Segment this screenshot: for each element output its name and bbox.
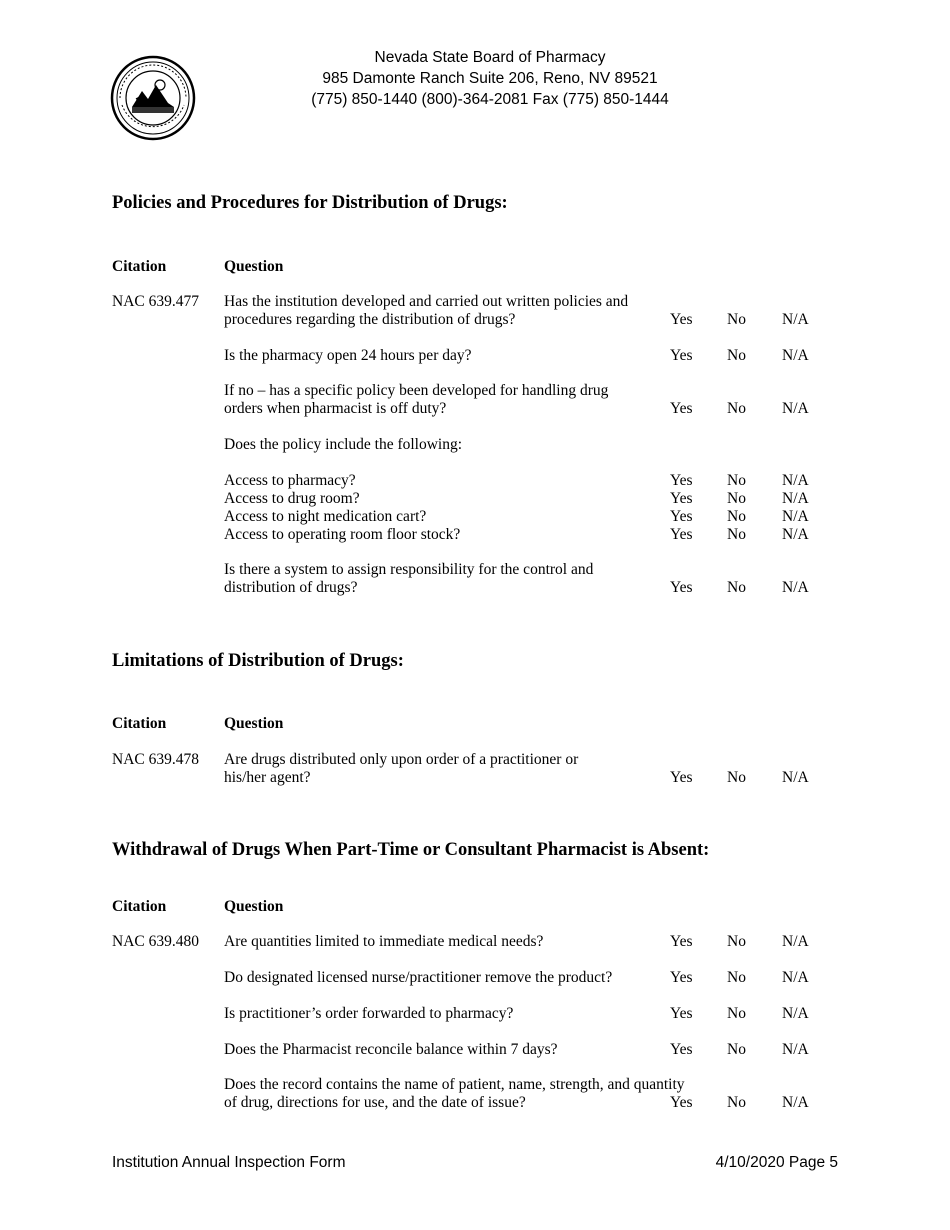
- org-name: Nevada State Board of Pharmacy: [374, 49, 606, 66]
- answer-yes[interactable]: Yes: [670, 1005, 693, 1022]
- answer-no[interactable]: No: [727, 508, 746, 525]
- answer-yes[interactable]: Yes: [670, 1094, 693, 1111]
- question: Has the institution developed and carried out written policies and procedures regarding the distribution of drugs?: [224, 293, 629, 328]
- question: Does the record contains the name of patient, name, strength, and quantity of drug, directions for use, and the date of issue?: [224, 1076, 685, 1111]
- answer-yes[interactable]: Yes: [670, 1041, 693, 1058]
- question: Access to night medication cart?: [224, 508, 427, 525]
- question-header: Question: [224, 715, 284, 732]
- answer-yes[interactable]: Yes: [670, 472, 693, 489]
- citation-header: Citation: [112, 715, 167, 732]
- answer-no[interactable]: No: [727, 311, 746, 328]
- section-title-withdrawal: Withdrawal of Drugs When Part-Time or Consultant Pharmacist is Absent:: [112, 840, 710, 860]
- answer-na[interactable]: N/A: [782, 1094, 809, 1111]
- answer-no[interactable]: No: [727, 472, 746, 489]
- answer-yes[interactable]: Yes: [670, 311, 693, 328]
- answer-yes[interactable]: Yes: [670, 490, 693, 507]
- answer-no[interactable]: No: [727, 969, 746, 986]
- answer-yes[interactable]: Yes: [670, 933, 693, 950]
- answer-yes[interactable]: Yes: [670, 769, 693, 786]
- answer-no[interactable]: No: [727, 526, 746, 543]
- question: Access to pharmacy?: [224, 472, 356, 489]
- question: Does the policy include the following:: [224, 436, 463, 453]
- answer-yes[interactable]: Yes: [670, 347, 693, 364]
- question: Access to operating room floor stock?: [224, 526, 461, 543]
- answer-na[interactable]: N/A: [782, 347, 809, 364]
- section-title-policies: Policies and Procedures for Distribution of Drugs:: [112, 193, 508, 213]
- answer-no[interactable]: No: [727, 769, 746, 786]
- footer-date-page: 4/10/2020 Page 5: [715, 1154, 838, 1171]
- answer-na[interactable]: N/A: [782, 311, 809, 328]
- question: If no – has a specific policy been developed for handling drug orders when pharmacist is off duty?: [224, 382, 609, 417]
- question: Is the pharmacy open 24 hours per day?: [224, 347, 472, 364]
- answer-no[interactable]: No: [727, 347, 746, 364]
- answer-yes[interactable]: Yes: [670, 508, 693, 525]
- question: Are quantities limited to immediate medical needs?: [224, 933, 544, 950]
- answer-yes[interactable]: Yes: [670, 526, 693, 543]
- section-title-limitations: Limitations of Distribution of Drugs:: [112, 651, 404, 671]
- answer-yes[interactable]: Yes: [670, 969, 693, 986]
- answer-na[interactable]: N/A: [782, 490, 809, 507]
- answer-no[interactable]: No: [727, 1005, 746, 1022]
- citation-header: Citation: [112, 898, 167, 915]
- answer-yes[interactable]: Yes: [670, 400, 693, 417]
- answer-no[interactable]: No: [727, 933, 746, 950]
- answer-na[interactable]: N/A: [782, 508, 809, 525]
- answer-na[interactable]: N/A: [782, 969, 809, 986]
- answer-na[interactable]: N/A: [782, 1005, 809, 1022]
- answer-no[interactable]: No: [727, 1041, 746, 1058]
- question-header: Question: [224, 898, 284, 915]
- question: Do designated licensed nurse/practitioner remove the product?: [224, 969, 613, 986]
- answer-no[interactable]: No: [727, 400, 746, 417]
- answer-yes[interactable]: Yes: [670, 579, 693, 596]
- answer-na[interactable]: N/A: [782, 472, 809, 489]
- org-address: 985 Damonte Ranch Suite 206, Reno, NV 89521: [322, 70, 658, 87]
- org-phones: (775) 850-1440 (800)-364-2081 Fax (775) 850-1444: [311, 91, 669, 108]
- answer-na[interactable]: N/A: [782, 769, 809, 786]
- answer-na[interactable]: N/A: [782, 1041, 809, 1058]
- citation-header: Citation: [112, 258, 167, 275]
- answer-na[interactable]: N/A: [782, 400, 809, 417]
- question-header: Question: [224, 258, 284, 275]
- answer-na[interactable]: N/A: [782, 526, 809, 543]
- answer-no[interactable]: No: [727, 579, 746, 596]
- citation: NAC 639.477: [112, 293, 199, 310]
- question: Are drugs distributed only upon order of a practitioner or his/her agent?: [224, 751, 579, 786]
- nevada-state-seal-icon: [110, 55, 196, 141]
- answer-no[interactable]: No: [727, 1094, 746, 1111]
- answer-no[interactable]: No: [727, 490, 746, 507]
- question: Does the Pharmacist reconcile balance within 7 days?: [224, 1041, 558, 1058]
- citation: NAC 639.480: [112, 933, 199, 950]
- citation: NAC 639.478: [112, 751, 199, 768]
- question: Is practitioner’s order forwarded to pharmacy?: [224, 1005, 514, 1022]
- answer-na[interactable]: N/A: [782, 933, 809, 950]
- question: Is there a system to assign responsibility for the control and distribution of drugs?: [224, 561, 594, 596]
- letterhead: [300, 47, 680, 110]
- answer-na[interactable]: N/A: [782, 579, 809, 596]
- footer-form-name: Institution Annual Inspection Form: [112, 1154, 346, 1171]
- question: Access to drug room?: [224, 490, 360, 507]
